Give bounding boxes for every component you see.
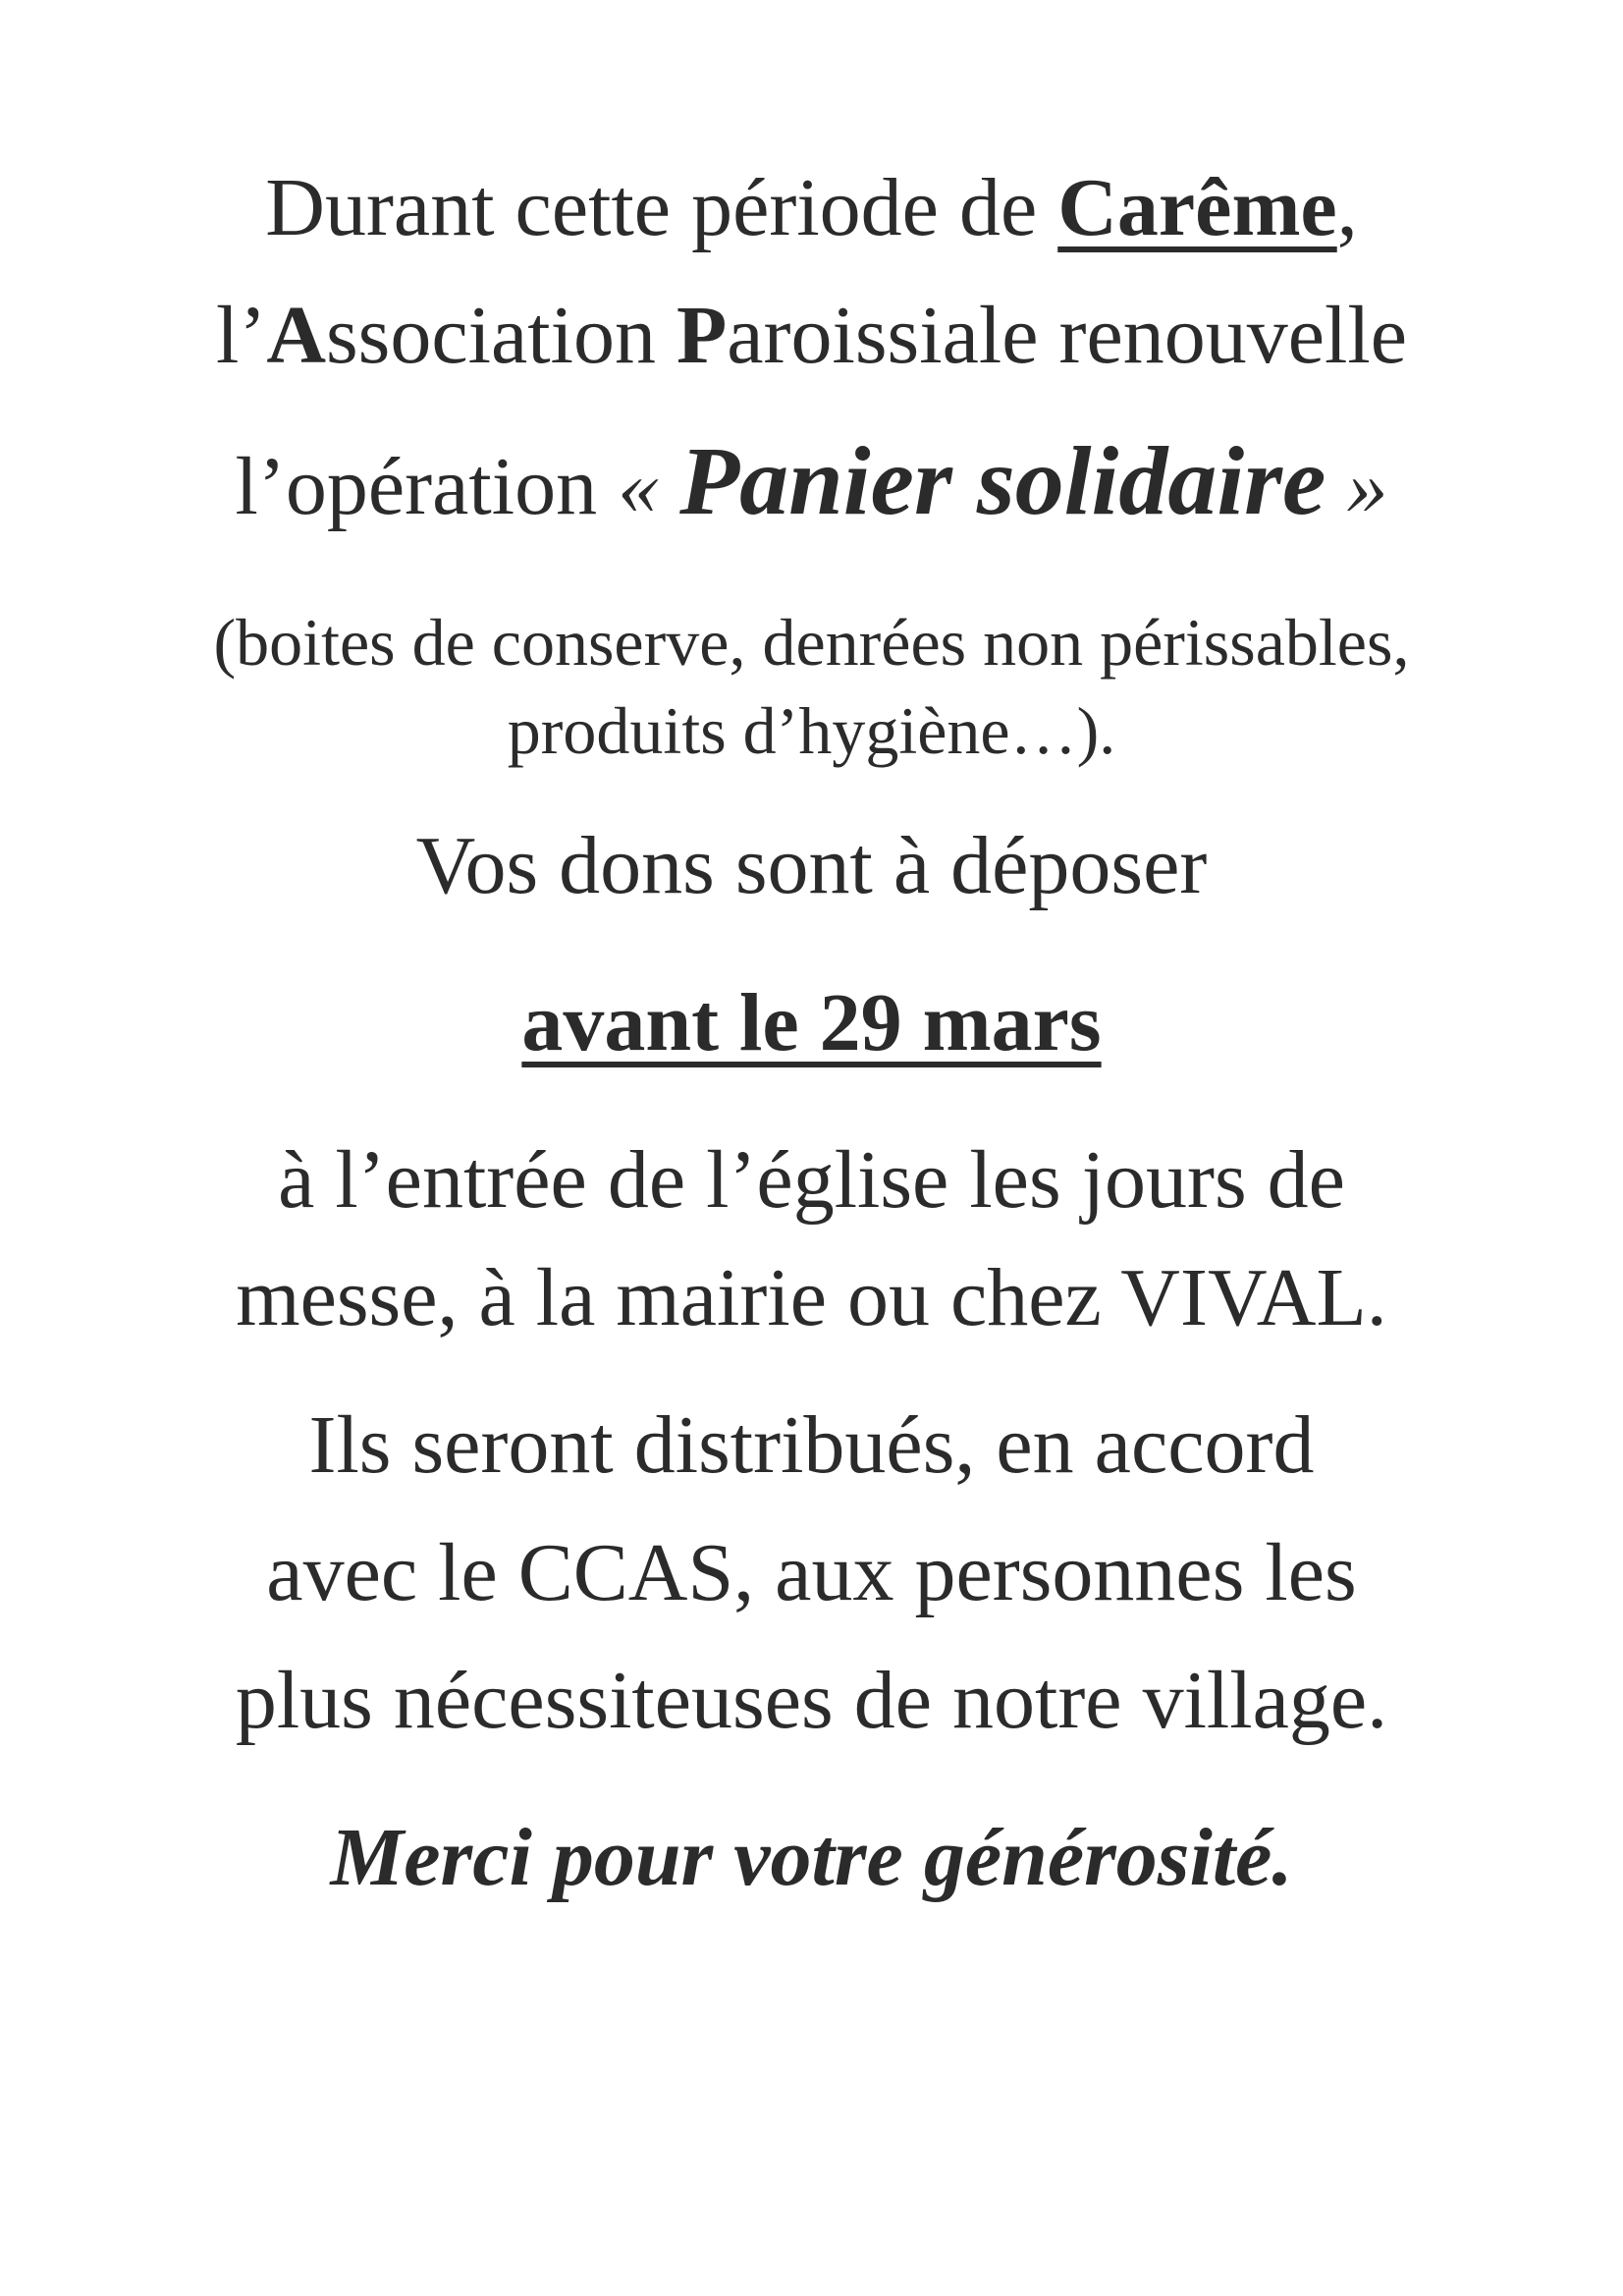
panier-solidaire-title: Panier solidaire bbox=[679, 426, 1326, 535]
locations-line-1: à l’entrée de l’église les jours de bbox=[278, 1134, 1345, 1226]
intro-comma: , bbox=[1336, 162, 1358, 253]
deadline bbox=[0, 977, 1623, 1068]
open-quote: « bbox=[618, 441, 660, 532]
association-initial-a: A bbox=[266, 290, 326, 381]
intro-line bbox=[0, 162, 1623, 253]
association-line bbox=[0, 290, 1623, 381]
careme-highlight: Carême bbox=[1057, 162, 1337, 253]
locations-line-2: messe, à la mairie ou chez VIVAL. bbox=[236, 1252, 1387, 1343]
intro-text: Durant cette période de bbox=[265, 162, 1058, 253]
operation-text: l’opération bbox=[235, 441, 619, 532]
association-initial-p: P bbox=[676, 290, 728, 381]
association-rest: aroissiale renouvelle bbox=[727, 290, 1407, 381]
distribution-line-3: plus nécessiteuses de notre village. bbox=[235, 1655, 1388, 1746]
association-prefix: l’ bbox=[216, 290, 267, 381]
thanks-message: Merci pour votre générosité. bbox=[330, 1812, 1293, 1903]
operation-line bbox=[0, 426, 1623, 535]
distribution-line-2: avec le CCAS, aux personnes les bbox=[266, 1527, 1357, 1618]
deposit-intro: Vos dons sont à déposer bbox=[415, 820, 1208, 911]
examples-line-2: produits d’hygiène…). bbox=[507, 693, 1116, 768]
examples-line-1: (boites de conserve, denrées non périssables, bbox=[213, 605, 1410, 680]
close-quote: » bbox=[1346, 441, 1388, 532]
association-word: ssociation bbox=[325, 290, 676, 381]
deadline-text: avant le 29 mars bbox=[521, 977, 1102, 1068]
distribution-line-1: Ils seront distribués, en accord bbox=[308, 1399, 1315, 1491]
